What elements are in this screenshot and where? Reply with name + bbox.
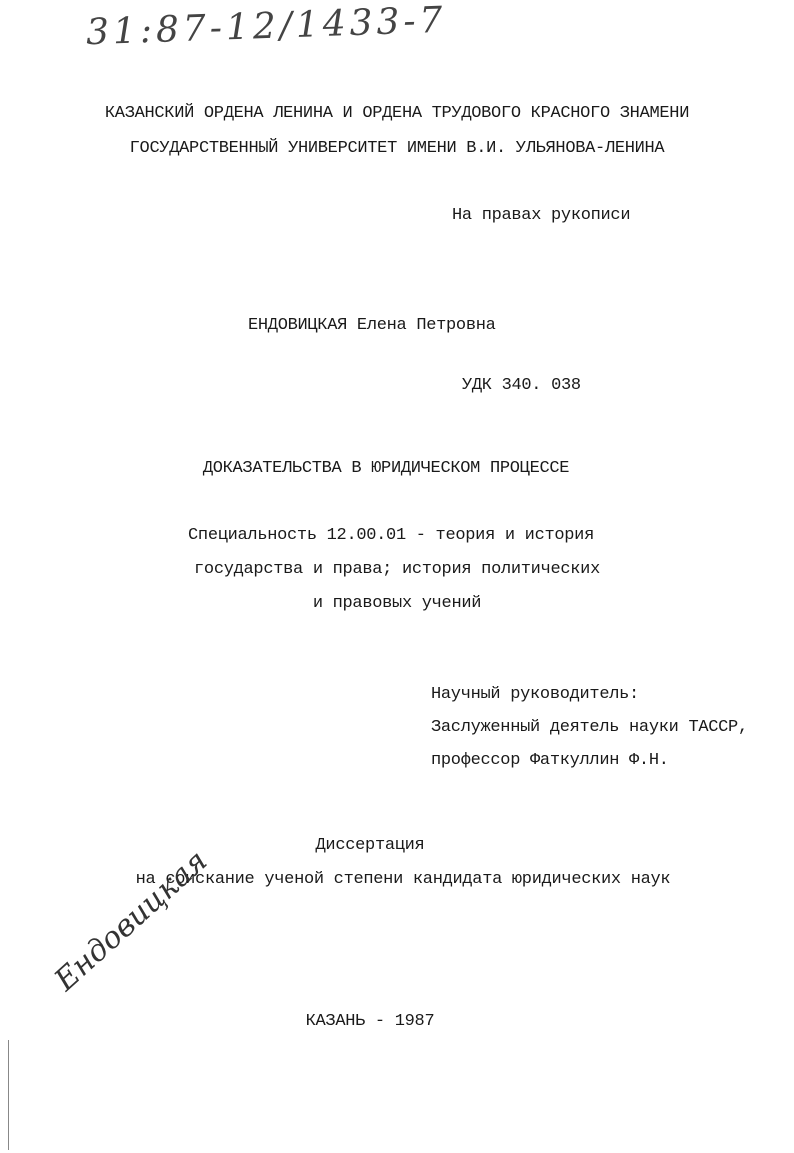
specialty-line-1: Специальность 12.00.01 - теория и история (188, 526, 594, 545)
supervisor-label: Научный руководитель: (431, 685, 639, 704)
scan-edge-line (8, 1040, 9, 1150)
place-year: КАЗАНЬ - 1987 (305, 1012, 435, 1031)
specialty-line-3: и правовых учений (312, 594, 482, 613)
specialty-line-2: государства и права; история политических (194, 560, 600, 579)
dissertation-type: Диссертация (315, 836, 425, 855)
supervisor-name: профессор Фаткуллин Ф.Н. (431, 751, 669, 770)
udc-code: УДК 340. 038 (462, 376, 581, 395)
dissertation-title: ДОКАЗАТЕЛЬСТВА В ЮРИДИЧЕСКОМ ПРОЦЕССЕ (202, 459, 570, 478)
dissertation-purpose: на соискание ученой степени кандидата юридических наук (135, 870, 671, 889)
manuscript-note: На правах рукописи (452, 206, 631, 225)
institution-line-2: ГОСУДАРСТВЕННЫЙ УНИВЕРСИТЕТ ИМЕНИ В.И. УЛЬЯНОВА-ЛЕНИНА (129, 139, 665, 158)
supervisor-title: Заслуженный деятель науки ТАССР, (431, 718, 748, 737)
handwritten-signature: Ендовицкая (48, 843, 215, 999)
institution-line-1: КАЗАНСКИЙ ОРДЕНА ЛЕНИНА И ОРДЕНА ТРУДОВОГО КРАСНОГО ЗНАМЕНИ (104, 104, 690, 123)
archive-mark: 31:87-12/1433-7 (85, 0, 448, 54)
author-name: ЕНДОВИЦКАЯ Елена Петровна (248, 316, 496, 335)
